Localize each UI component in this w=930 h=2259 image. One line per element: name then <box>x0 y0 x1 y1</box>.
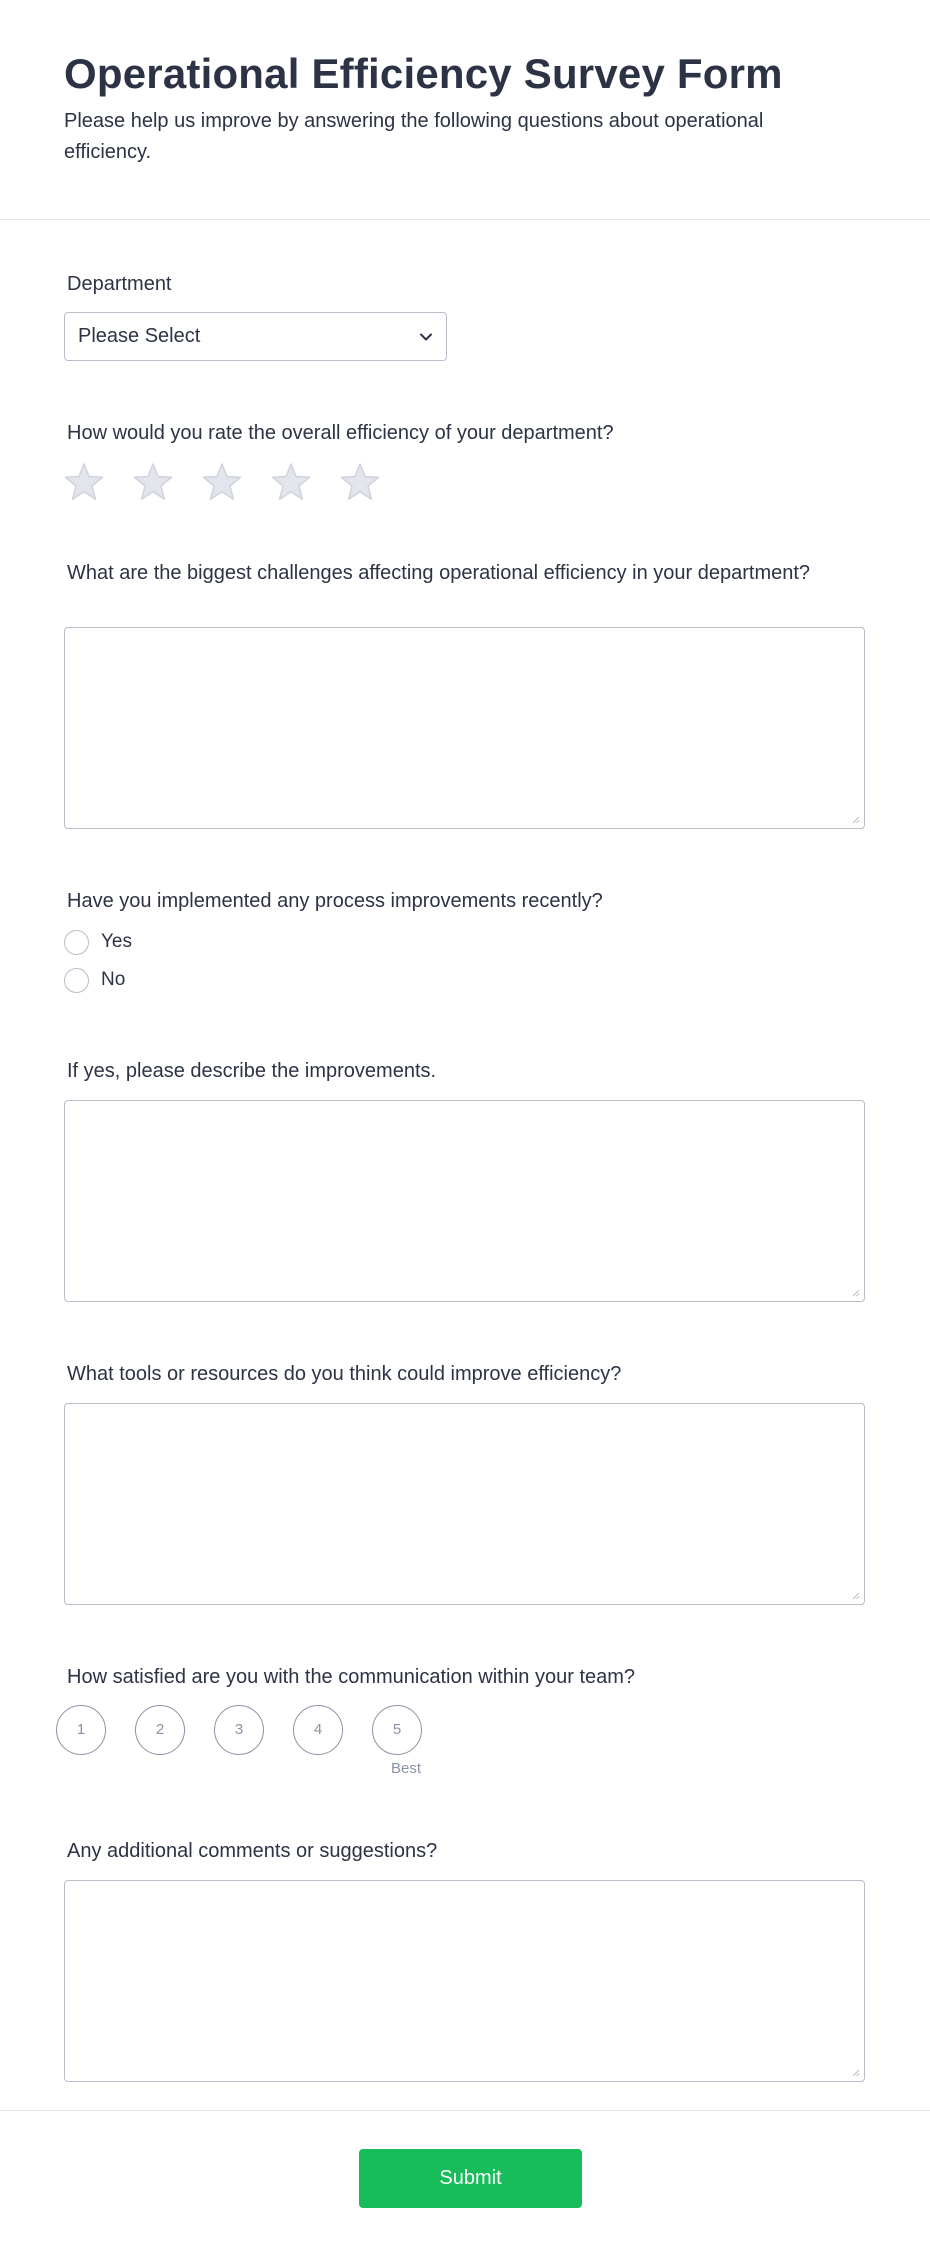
radio-label-yes: Yes <box>101 931 132 952</box>
improvements-description-label: If yes, please describe the improvements. <box>67 1060 437 1082</box>
scale-option-5[interactable]: 5 <box>372 1705 422 1755</box>
radio-option-no[interactable] <box>64 968 364 994</box>
improvements-description-textarea[interactable] <box>64 1100 865 1302</box>
scale-option-1[interactable]: 1 <box>56 1705 106 1755</box>
tools-textarea[interactable] <box>64 1403 865 1605</box>
efficiency-star-rating <box>64 462 464 502</box>
comments-textarea[interactable] <box>64 1880 865 2082</box>
tools-label: What tools or resources do you think could improve efficiency? <box>67 1363 622 1385</box>
comments-label: Any additional comments or suggestions? <box>67 1840 438 1862</box>
challenges-label: What are the biggest challenges affecting operational efficiency in your department? <box>67 562 811 584</box>
process-improvements-label: Have you implemented any process improvements recently? <box>67 890 603 912</box>
star-icon[interactable] <box>64 462 104 502</box>
radio-button[interactable] <box>64 930 89 955</box>
chevron-down-icon <box>418 329 434 345</box>
scale-best-label: Best <box>391 1760 422 1777</box>
resize-handle-icon[interactable] <box>850 1590 860 1600</box>
resize-handle-icon[interactable] <box>850 1287 860 1297</box>
form-header <box>0 0 930 220</box>
scale-option-2[interactable]: 2 <box>135 1705 185 1755</box>
star-icon[interactable] <box>271 462 311 502</box>
department-select[interactable] <box>64 312 447 361</box>
efficiency-rating-label: How would you rate the overall efficiency of your department? <box>67 422 614 444</box>
department-selected-value: Please Select <box>78 325 201 347</box>
form-title: Operational Efficiency Survey Form <box>64 50 783 97</box>
challenges-textarea[interactable] <box>64 627 865 829</box>
radio-option-yes[interactable] <box>64 930 364 956</box>
star-icon[interactable] <box>133 462 173 502</box>
resize-handle-icon[interactable] <box>850 814 860 824</box>
scale-option-4[interactable]: 4 <box>293 1705 343 1755</box>
radio-button[interactable] <box>64 968 89 993</box>
submit-button[interactable]: Submit <box>359 2149 582 2208</box>
star-icon[interactable] <box>340 462 380 502</box>
radio-label-no: No <box>101 969 126 990</box>
resize-handle-icon[interactable] <box>850 2067 860 2077</box>
communication-label: How satisfied are you with the communication within your team? <box>67 1666 636 1688</box>
form-subtitle: Please help us improve by answering the following questions about operational efficiency. <box>64 110 764 163</box>
star-icon[interactable] <box>202 462 242 502</box>
department-label: Department <box>67 273 172 295</box>
scale-option-3[interactable]: 3 <box>214 1705 264 1755</box>
